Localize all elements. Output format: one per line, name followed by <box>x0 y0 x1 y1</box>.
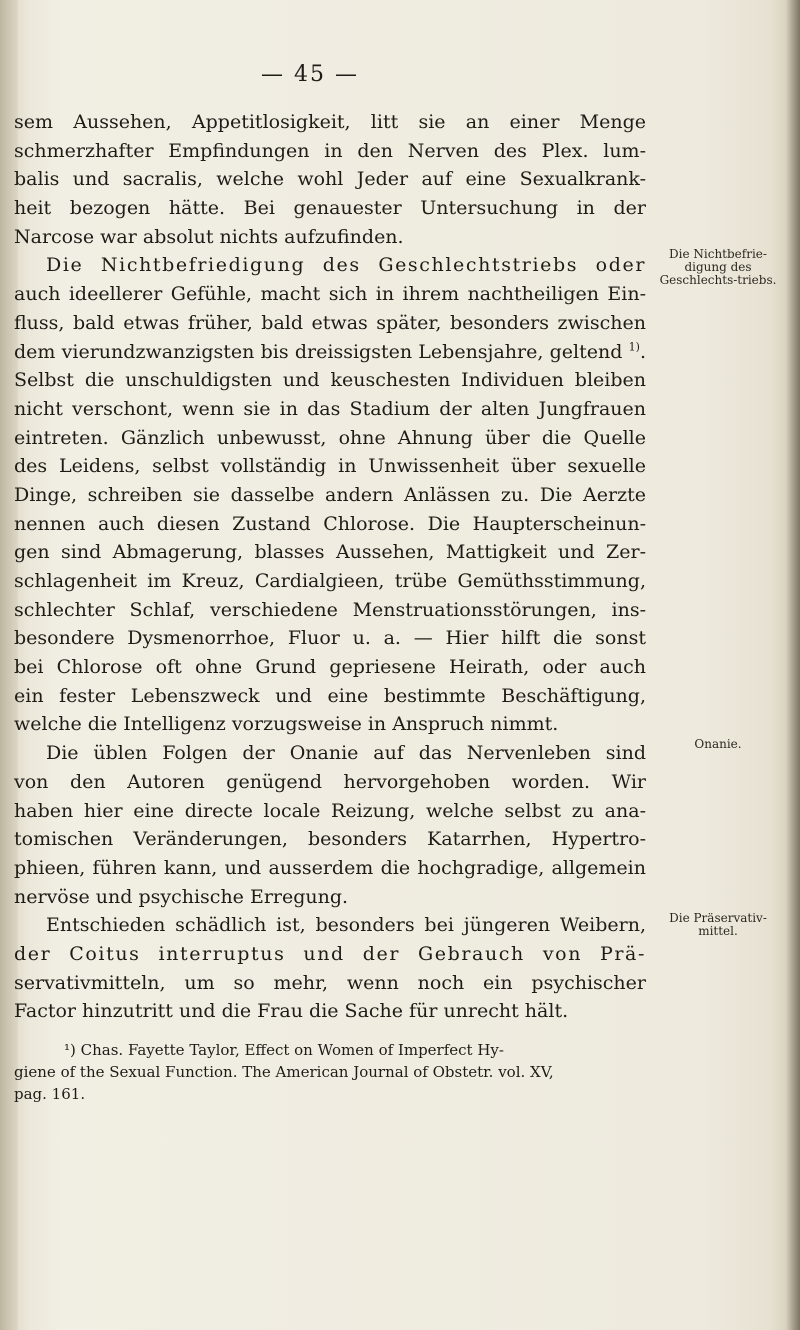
footnote-line: pag. 161. <box>14 1085 86 1103</box>
margin-note-onanie: Onanie. <box>694 737 742 751</box>
text-line: auch ideellerer Gefühle, macht sich in ihrem nachtheiligen Ein- <box>14 283 646 306</box>
text-line: Factor hinzutritt und die Frau die Sache für unrecht hält. <box>14 1000 569 1023</box>
text-line: haben hier eine directe locale Reizung, welche selbst zu ana- <box>14 799 646 822</box>
text-line-paragraph-start: Die üblen Folgen der Onanie auf das Nervenleben sind <box>46 742 646 765</box>
text-line: bei Chlorose oft ohne Grund gepriesene Heirath, oder auch <box>14 656 646 679</box>
margin-note-praeservativ: Die Präservativ-mittel. <box>669 911 767 938</box>
text-line: der Coitus interruptus und der Gebrauch von Prä- <box>14 942 646 965</box>
text-line: phieen, führen kann, und ausserdem die hochgradige, allgemein <box>14 856 646 879</box>
text-line: von den Autoren genügend hervorgehoben worden. Wir <box>14 770 646 793</box>
text-line: besondere Dysmenorrhoe, Fluor u. a. — Hier hilft die sonst <box>14 627 646 650</box>
text-line: Narcose war absolut nichts aufzufinden. <box>14 225 404 248</box>
text-line-paragraph-start: Entschieden schädlich ist, besonders bei jüngeren Weibern, <box>46 914 646 937</box>
text-line-with-footnote: dem vierundzwanzigsten bis dreissigsten Lebensjahre, geltend $^{1)}$. <box>14 340 646 363</box>
margin-note-nichtbefriedigung: Die Nichtbefrie-digung des Geschlechts-triebs. <box>659 247 777 287</box>
text-line: schmerzhafter Empfindungen in den Nerven des Plex. lum- <box>14 139 646 162</box>
text-line: Selbst die unschuldigsten und keuschesten Individuen bleiben <box>14 369 646 392</box>
text-line: sem Aussehen, Appetitlosigkeit, litt sie an einer Menge <box>14 111 646 133</box>
text-line: welche die Intelligenz vorzugsweise in Anspruch nimmt. <box>14 713 559 736</box>
text-line: nicht verschont, wenn sie in das Stadium der alten Jungfrauen <box>14 397 646 420</box>
footnote-reference: 1) <box>628 340 640 354</box>
text-line: eintreten. Gänzlich unbewusst, ohne Ahnung über die Quelle <box>14 426 646 449</box>
text-line: tomischen Veränderungen, besonders Katarrhen, Hypertro- <box>14 828 646 851</box>
text-line: des Leidens, selbst vollständig in Unwissenheit über sexuelle <box>14 455 646 478</box>
footnote-line: giene of the Sexual Function. The American Journal of Obstetr. vol. XV, <box>14 1063 554 1081</box>
page-fore-edge <box>786 0 800 1330</box>
page-number: — 45 — <box>261 62 359 87</box>
footnote-block <box>14 1039 654 1105</box>
main-text-block <box>14 108 646 1026</box>
footnote-line: ¹) Chas. Fayette Taylor, Effect on Women of Imperfect Hy- <box>64 1041 504 1059</box>
text-line: balis und sacralis, welche wohl Jeder auf eine Sexualkrank- <box>14 168 646 191</box>
text-line: servativmitteln, um so mehr, wenn noch ein psychischer <box>14 971 646 994</box>
text-line: nennen auch diesen Zustand Chlorose. Die Haupterscheinun- <box>14 512 646 535</box>
text-line: dem vierundzwanzigsten bis dreissigsten Lebensjahre, geltend <box>14 340 623 363</box>
text-line: schlechter Schlaf, verschiedene Menstruationsstörungen, ins- <box>14 598 646 621</box>
text-line: Dinge, schreiben sie dasselbe andern Anlässen zu. Die Aerzte <box>14 483 646 506</box>
text-line: fluss, bald etwas früher, bald etwas später, besonders zwischen <box>14 311 646 334</box>
text-line: schlagenheit im Kreuz, Cardialgieen, trübe Gemüthsstimmung, <box>14 570 646 592</box>
text-line: gen sind Abmagerung, blasses Aussehen, Mattigkeit und Zer- <box>14 541 646 564</box>
text-line: nervöse und psychische Erregung. <box>14 885 349 908</box>
text-line: heit bezogen hätte. Bei genauester Untersuchung in der <box>14 197 646 220</box>
text-line-paragraph-start: Die Nichtbefriedigung des Geschlechtstriebs oder <box>46 254 646 277</box>
text-line: ein fester Lebenszweck und eine bestimmte Beschäftigung, <box>14 684 646 707</box>
